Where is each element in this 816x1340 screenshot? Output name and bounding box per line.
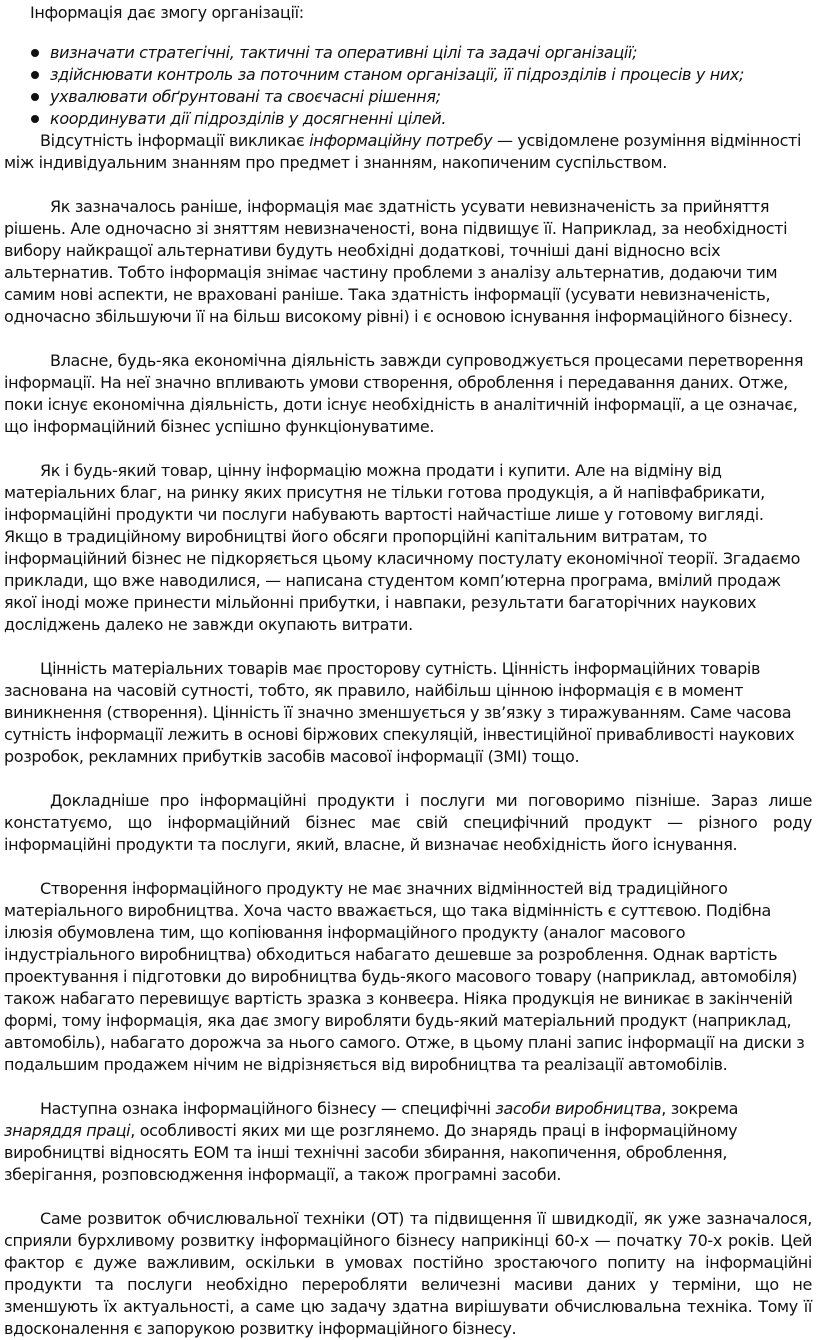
paragraph-products-services: Докладніше про інформаційні продукти і послуги ми поговоримо пізніше. Зараз лише констатуємо, що інформаційний бізнес має свій специфічний продукт — різного роду інформаційні продукти та послуги, який, власне, й визначає необхідність його існування. bbox=[4, 791, 812, 854]
term-tools-of-labor: знаряддя праці bbox=[4, 1121, 131, 1140]
paragraph-computing: Саме розвиток обчислювальної техніки (ОТ) та підвищення її швидкодії, як уже зазначалося, сприяли бурхливому розвитку інформаційного бізнесу наприкінці 60-х — початку 70-х років. Цей фактор є дуже важливим, оскільки в умовах постійно зростаючого попиту на інформаційні продукти та послуги необхідно переробляти величезні масиви даних у терміни, що не зменшують їх актуальності, а саме цю задачу здатна вирішувати обчислювальна техніка. Тому її вдосконалення є запорукою розвитку інформаційного бізнесу. bbox=[4, 1209, 812, 1338]
term-means-of-production: засоби виробництва bbox=[495, 1099, 662, 1118]
paragraph-value: Цінність матеріальних товарів має просторову сутність. Цінність інформаційних товарів заснована на часовій сутності, тобто, як правило, найбільш цінною інформація є в момент виникнення (створення). Цінність її значно зменшується у зв’язку з тиражуванням. Саме часова сутність інформації лежить в основі біржових спекуляцій, інвестиційної привабливості наукових розробок, рекламних прибутків засобів масової інформації (ЗМІ) тощо. bbox=[4, 659, 795, 766]
bullet-icon bbox=[31, 71, 39, 79]
paragraph-economic-activity: Власне, будь-яка економічна діяльність завжди супроводжується процесами перетворення інформації. На неї значно впливають умови створення, оброблення і передавання даних. Отже, поки існує економічна діяльність, доти існує необхідність в аналітичній інформації, а це означає, що інформаційний бізнес успішно функціонуватиме. bbox=[4, 351, 804, 436]
bullet-icon bbox=[31, 115, 39, 123]
paragraph-uncertainty: Як зазначалось раніше, інформація має здатність усувати невизначеність за прийняття рішень. Але одночасно зі зняттям невизначеності, вона підвищує її. Наприклад, за необхідності вибору найкращої альтернативи будуть необхідні додаткові, точніші дані відносно всіх альтернатив. Тобто інформація знімає частину проблеми з аналізу альтернатив, додаючи тим самим нові аспекти, не враховані раніше. Така здатність інформації (усувати невизначеність, одночасно збільшуючи її на більш високому рівні) і є основою існування інформаційного бізнесу. bbox=[4, 197, 793, 326]
bullet-icon bbox=[31, 93, 39, 101]
bullet-icon bbox=[31, 49, 39, 57]
document-page bbox=[0, 2, 816, 1340]
term-information-need: інформаційну потребу bbox=[309, 131, 493, 150]
list-item: координувати дії підрозділів у досягненні цілей. bbox=[4, 108, 812, 130]
list-item: ухвалювати обґрунтовані та своєчасні рішення; bbox=[4, 86, 812, 108]
paragraph-information-goods: Як і будь-який товар, цінну інформацію можна продати і купити. Але на відміну від матеріальних благ, на ринку яких присутня не тільки готова продукція, а й напівфабрикати, інформаційні продукти чи послуги набувають вартості найчастіше лише у готовому вигляді. Якщо в традиційному виробництві його обсяги пропорційні капітальним витратам, то інформаційний бізнес не підкоряється цьому класичному постулату економічної теорії. Згадаємо приклади, що вже наводилися, — написана студентом комп’ютерна програма, вмілий продаж якої іноді може принести мільйонні прибутки, і навпаки, результати багаторічних наукових досліджень далеко не завжди окупають витрати. bbox=[4, 461, 801, 634]
list-item: визначати стратегічні, тактичні та оперативні цілі та задачі організації; bbox=[4, 42, 812, 64]
list-item: здійснювати контроль за поточним станом організації, її підрозділів і процесів у них; bbox=[4, 64, 812, 86]
intro-line: Інформація дає змогу організації: bbox=[30, 3, 304, 22]
bullet-list bbox=[4, 42, 812, 130]
paragraph-information-need: Відсутність інформації викликає інформаційну потребу — усвідомлене розуміння відмінності між індивідуальним знанням про предмет і знанням, накопиченим суспільством. bbox=[4, 131, 802, 172]
paragraph-means-of-production: Наступна ознака інформаційного бізнесу — специфічні засоби виробництва, зокрема знаряддя праці, особливості яких ми ще розглянемо. До знарядь праці в інформаційному виробництві відносять ЕОМ та інші технічні засоби збирання, накопичення, оброблення, зберігання, розповсюдження інформації, а також програмні засоби. bbox=[4, 1099, 739, 1184]
paragraph-production: Створення інформаційного продукту не має значних відмінностей від традиційного матеріального виробництва. Хоча часто вважається, що така відмінність є суттєвою. Подібна ілюзія обумовлена тим, що копіювання інформаційного продукту (аналог масового індустріального виробництва) обходиться набагато дешевше за розроблення. Однак вартість проектування і підготовки до виробництва будь-якого масового товару (наприклад, автомобіля) також набагато перевищує вартість зразка з конвеєра. Ніяка продукція не виникає в закінченій формі, тому інформація, яка дає змогу виробляти будь-який матеріальний продукт (наприклад, автомобіль), набагато дорожча за нього самого. Отже, в цьому плані запис інформації на диски з подальшим продажем нічим не відрізняється від виробництва та реалізації автомобілів. bbox=[4, 879, 805, 1074]
